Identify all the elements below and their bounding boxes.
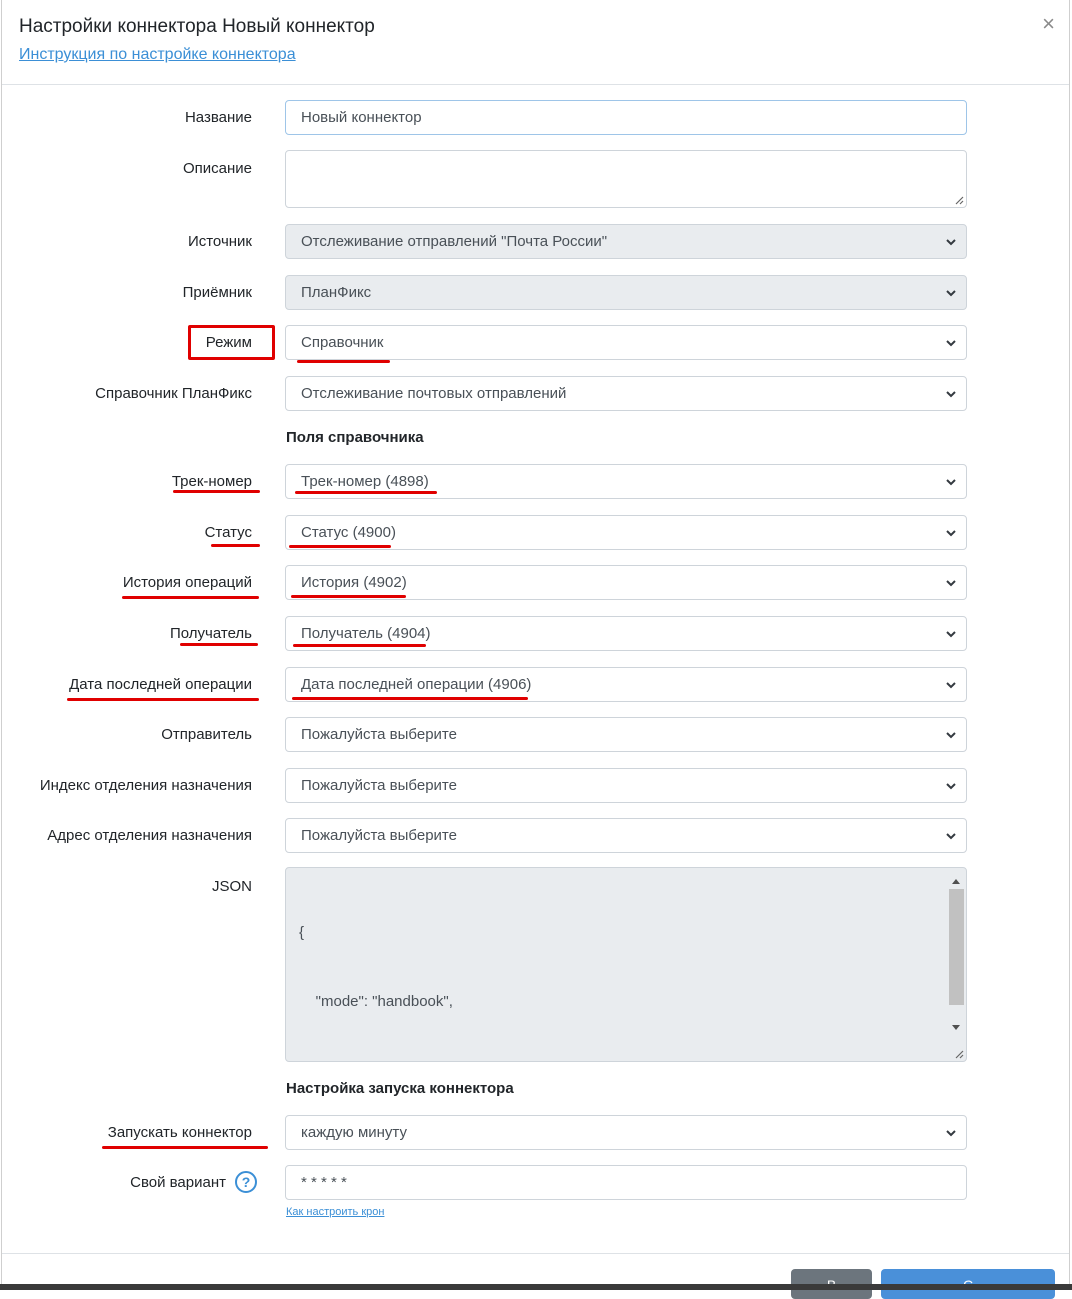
field-select-history-value: История (4902) xyxy=(301,574,407,591)
handbook-select[interactable] xyxy=(285,376,967,411)
scroll-down-arrow-icon[interactable] xyxy=(951,1024,961,1032)
field-label-track: Трек-номер xyxy=(171,473,252,490)
name-label: Название xyxy=(184,109,252,126)
mode-select-value: Справочник xyxy=(301,334,384,351)
modal-title: Настройки коннектора Новый коннектор xyxy=(19,16,375,37)
description-textarea[interactable] xyxy=(285,150,967,208)
field-label-dest-address: Адрес отделения назначения xyxy=(47,827,252,844)
resize-grip-icon[interactable] xyxy=(954,1049,964,1059)
resize-grip-icon[interactable] xyxy=(954,195,964,205)
mode-select[interactable] xyxy=(285,325,967,360)
annotation-mode-box xyxy=(188,325,275,360)
chevron-down-icon xyxy=(944,387,958,401)
field-select-op-date-value: Дата последней операции (4906) xyxy=(301,676,532,693)
json-label: JSON xyxy=(211,878,252,895)
chevron-down-icon xyxy=(944,336,958,350)
launch-select[interactable] xyxy=(285,1115,967,1150)
receiver-select[interactable] xyxy=(285,275,967,310)
annotation-underline xyxy=(292,697,528,700)
field-label-op-date: Дата последней операции xyxy=(69,676,252,693)
handbook-label: Справочник ПланФикс xyxy=(95,385,252,402)
launch-section-title: Настройка запуска коннектора xyxy=(286,1080,514,1097)
source-select[interactable] xyxy=(285,224,967,259)
field-select-dest-address-value: Пожалуйста выберите xyxy=(301,827,457,844)
source-select-value: Отслеживание отправлений "Почта России" xyxy=(301,233,608,250)
taskbar-strip xyxy=(0,1284,1072,1290)
setup-instructions-link[interactable]: Инструкция по настройке коннектора xyxy=(19,46,296,63)
field-select-sender[interactable] xyxy=(285,717,967,752)
cron-help-link[interactable]: Как настроить крон xyxy=(286,1206,385,1218)
close-icon[interactable]: × xyxy=(1042,11,1055,36)
name-input-value: Новый коннектор xyxy=(301,109,422,126)
annotation-underline xyxy=(295,491,437,494)
chevron-down-icon xyxy=(944,678,958,692)
modal-header xyxy=(2,0,1069,85)
chevron-down-icon xyxy=(944,779,958,793)
annotation-underline xyxy=(122,596,259,599)
json-content xyxy=(299,877,527,1062)
custom-cron-value: * * * * * xyxy=(301,1174,347,1191)
json-textarea[interactable] xyxy=(285,867,967,1062)
custom-cron-label: Свой вариант xyxy=(130,1174,226,1191)
json-line: { xyxy=(299,924,305,942)
annotation-underline xyxy=(293,644,426,647)
launch-label: Запускать коннектор xyxy=(107,1124,252,1141)
help-icon[interactable]: ? xyxy=(235,1171,257,1193)
field-select-sender-value: Пожалуйста выберите xyxy=(301,726,457,743)
annotation-underline xyxy=(180,643,258,646)
handbook-fields-section-title: Поля справочника xyxy=(286,429,424,446)
receiver-label: Приёмник xyxy=(182,284,252,301)
field-select-dest-index[interactable] xyxy=(285,768,967,803)
connector-settings-modal xyxy=(1,0,1070,1284)
field-select-track-value: Трек-номер (4898) xyxy=(301,473,429,490)
handbook-select-value: Отслеживание почтовых отправлений xyxy=(301,385,567,402)
chevron-down-icon xyxy=(944,829,958,843)
mode-label: Режим xyxy=(205,334,252,351)
modal-footer-divider xyxy=(2,1253,1069,1254)
annotation-underline xyxy=(102,1146,268,1149)
field-label-recipient: Получатель xyxy=(170,625,252,642)
field-label-dest-index: Индекс отделения назначения xyxy=(39,777,252,794)
description-label: Описание xyxy=(182,160,252,177)
field-select-dest-address[interactable] xyxy=(285,818,967,853)
annotation-underline xyxy=(289,545,391,548)
name-input[interactable] xyxy=(285,100,967,135)
annotation-underline xyxy=(67,698,259,701)
field-select-status-value: Статус (4900) xyxy=(301,524,396,541)
receiver-select-value: ПланФикс xyxy=(301,284,372,301)
source-label: Источник xyxy=(187,233,252,250)
annotation-underline xyxy=(291,595,406,598)
custom-cron-input[interactable] xyxy=(285,1165,967,1200)
chevron-down-icon xyxy=(944,526,958,540)
annotation-underline xyxy=(211,544,260,547)
field-select-recipient-value: Получатель (4904) xyxy=(301,625,431,642)
field-label-sender: Отправитель xyxy=(161,726,252,743)
json-line: "mode": "handbook", xyxy=(299,992,453,1010)
chevron-down-icon xyxy=(944,1126,958,1140)
annotation-underline xyxy=(297,360,390,363)
scroll-up-arrow-icon[interactable] xyxy=(951,877,961,885)
field-select-dest-index-value: Пожалуйста выберите xyxy=(301,777,457,794)
chevron-down-icon xyxy=(944,475,958,489)
json-line xyxy=(299,1059,527,1062)
chevron-down-icon xyxy=(944,286,958,300)
chevron-down-icon xyxy=(944,627,958,641)
chevron-down-icon xyxy=(944,728,958,742)
annotation-underline xyxy=(173,490,260,493)
field-label-history: История операций xyxy=(122,574,252,591)
chevron-down-icon xyxy=(944,576,958,590)
scrollbar-thumb[interactable] xyxy=(949,889,964,1005)
field-label-status: Статус xyxy=(204,524,252,541)
chevron-down-icon xyxy=(944,235,958,249)
launch-select-value: каждую минуту xyxy=(301,1124,407,1141)
json-scrollbar[interactable] xyxy=(947,869,965,1048)
